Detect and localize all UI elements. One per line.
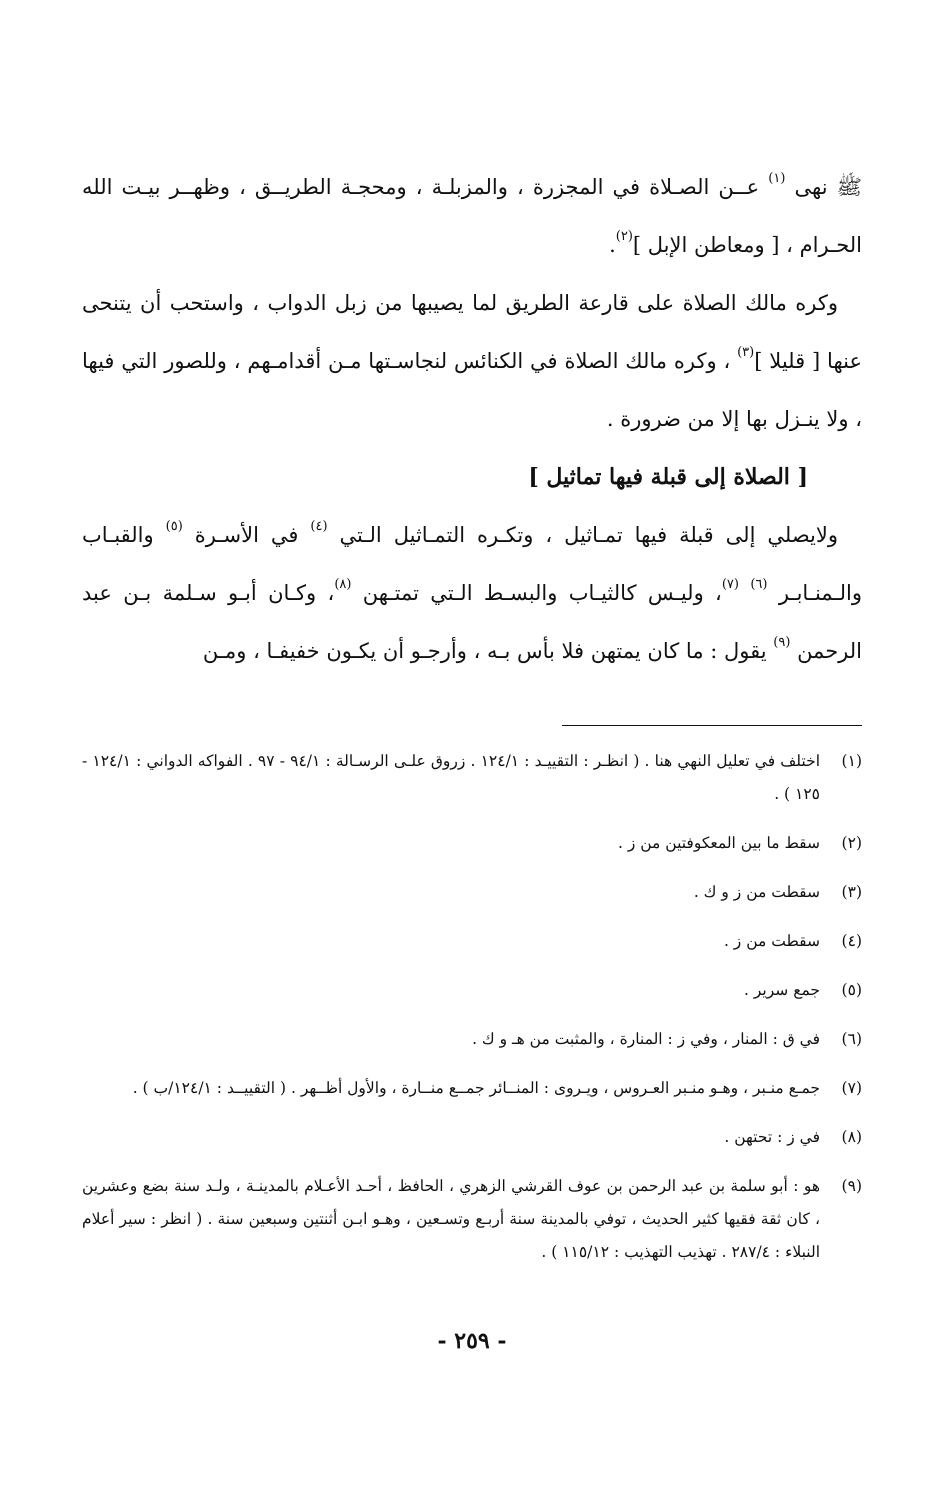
footnote-ref-8[interactable]: (٨)	[334, 577, 352, 592]
footnote-number: (٧)	[841, 1079, 862, 1097]
footnote-6	[82, 1023, 862, 1056]
paragraph-1-text-b: عــن الصـلاة في المجزرة ، والمزبلـة ، ومحجـة الطريــق ، وظهــر بيـت الله الحـرام ، [ ومعاطن الإبل ]	[82, 175, 862, 257]
paragraph-3	[82, 506, 862, 680]
footnote-number: (٢)	[841, 834, 862, 852]
footnote-text: في ز : تحتهن .	[724, 1128, 820, 1146]
paragraph-2-text-b: ، وكره مالك الصلاة في الكنائس لنجاسـتها مـن أقدامـهم ، وللصور التي فيها ، ولا ينـزل بها إلا من ضرورة .	[82, 349, 862, 431]
footnote-ref-6[interactable]: (٦)	[750, 577, 768, 592]
paragraph-1	[82, 158, 862, 274]
paragraph-3-text-c: والقبـاب والـمنـابـر	[82, 523, 862, 605]
paragraph-3-text-a: ولايصلي إلى قبلة فيها تمـاثيل ، وتكـره التمـاثيل الـتي	[327, 523, 839, 547]
footnote-ref-3[interactable]: (٣)	[737, 345, 755, 360]
footnotes-list	[82, 745, 862, 1285]
footnote-number: (١)	[841, 752, 862, 770]
footnote-number: (٤)	[841, 932, 862, 950]
footnote-7	[82, 1072, 862, 1105]
page-number: - ٢٥٩ -	[437, 1328, 507, 1354]
footnote-ref-4[interactable]: (٤)	[310, 519, 328, 534]
paragraph-1-text-a: ﷺ نهى	[785, 175, 862, 199]
footnote-text: جمع سرير .	[744, 981, 820, 999]
footnote-number: (٩)	[841, 1177, 862, 1195]
paragraph-1-text-c: .	[609, 233, 616, 257]
paragraph-3-text-b: في الأسـرة	[182, 523, 311, 547]
paragraph-3-text-d: ، وليـس كالثيـاب والبسـط الـتي تمتـهن	[351, 581, 722, 605]
footnote-4	[82, 925, 862, 958]
footnote-text: في ق : المنار ، وفي ز : المنارة ، والمثبت من هـ و ك .	[472, 1030, 820, 1048]
footnote-number: (٣)	[841, 883, 862, 901]
footnote-number: (٦)	[841, 1030, 862, 1048]
section-heading: [ الصلاة إلى قبلة فيها تماثيل ]	[528, 464, 808, 490]
paragraph-2-text-a: وكره مالك الصلاة على قارعة الطريق لما يصيبها من زبل الدواب ، واستحب أن يتنحى عنها [ قليلا ]	[82, 291, 862, 373]
footnote-2	[82, 827, 862, 860]
footnote-divider	[562, 725, 862, 726]
paragraph-2	[82, 274, 862, 448]
footnote-ref-5[interactable]: (٥)	[165, 519, 183, 534]
footnote-8	[82, 1121, 862, 1154]
footnote-ref-2[interactable]: (٢)	[615, 229, 633, 244]
page	[82, 158, 862, 1458]
footnote-ref-7[interactable]: (٧)	[721, 577, 739, 592]
footnote-text: جمـع منـبر ، وهـو منـبر العـروس ، ويـروى : المنــائر جمــع منــارة ، والأول أظــهر . ( التقييــد : ١٢٤/١/ب ) .	[132, 1079, 820, 1097]
footnote-5	[82, 974, 862, 1007]
paragraph-3-text-f: يقول : ما كان يمتهن فلا بأس بـه ، وأرجـو أن يكـون خفيفـا ، ومـن	[202, 639, 774, 663]
footnote-text: سقطت من ز .	[723, 932, 820, 950]
footnote-text: سقطت من ز و ك .	[693, 883, 820, 901]
footnote-number: (٨)	[841, 1128, 862, 1146]
footnote-text: هو : أبو سلمة بن عبد الرحمن بن عوف القرشي الزهري ، الحافظ ، أحـد الأعـلام بالمدينـة ، ولـد سنة بضع وعشرين ، كان ثقة فقيها كثير الحديث ، توفي بالمدينة سنة أربـع وتسـعين ، وهـو ابـن أثنتين وسبعين سنة . ( انظر : سير أعلام النبلاء : ٢٨٧/٤ . تهذيب التهذيب : ١١٥/١٢ ) .	[82, 1177, 820, 1261]
footnote-3	[82, 876, 862, 909]
footnote-1	[82, 745, 862, 811]
paragraph-3-text-e: ، وكـان أبـو سـلمة بـن عبد الرحمن	[82, 581, 862, 663]
footnote-text: اختلف في تعليل النهي هنا . ( انظـر : التقييـد : ١٢٤/١ . زروق علـى الرسـالة : ٩٤/١ - ٩٧ . الفواكه الدواني : ١٢٤/١ - ١٢٥ ) .	[82, 752, 820, 803]
footnote-ref-9[interactable]: (٩)	[773, 635, 791, 650]
footnote-ref-1[interactable]: (١)	[768, 171, 786, 186]
footnote-9	[82, 1170, 862, 1269]
footnote-number: (٥)	[841, 981, 862, 999]
footnote-text: سقط ما بين المعكوفتين من ز .	[617, 834, 820, 852]
